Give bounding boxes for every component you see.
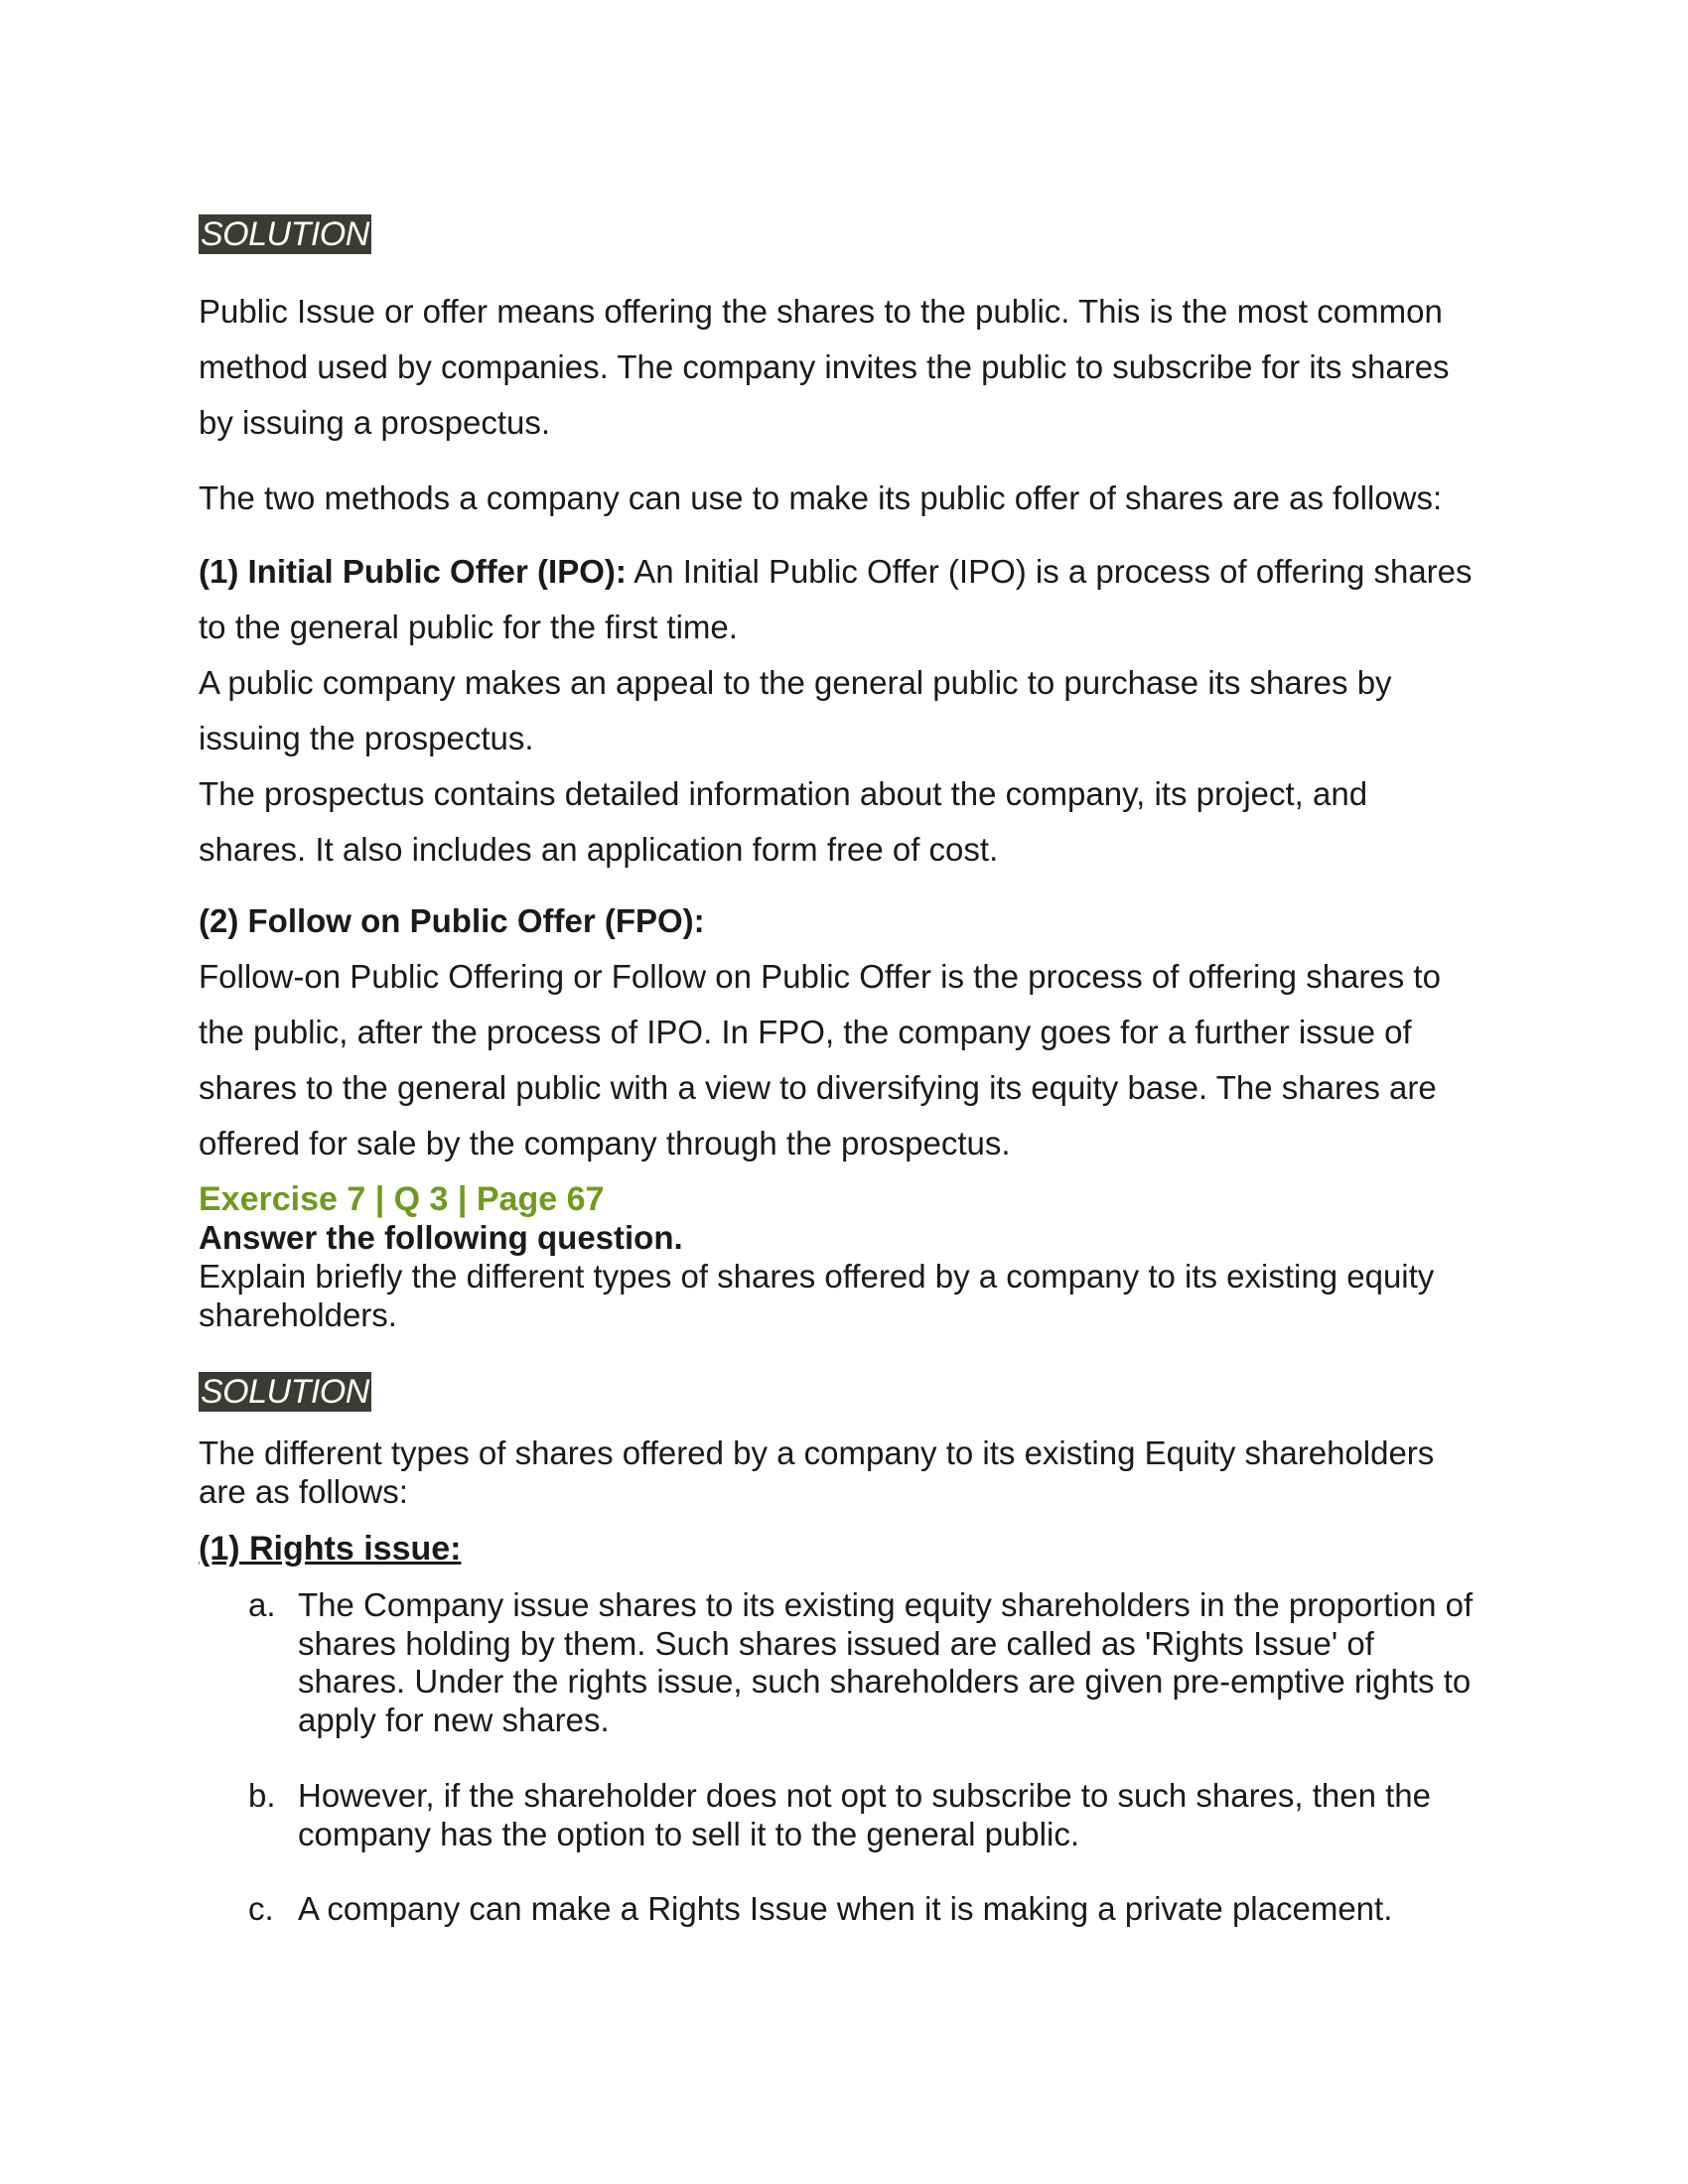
exercise-reference: Exercise 7 | Q 3 | Page 67	[199, 1180, 605, 1218]
methods-intro: The two methods a company can use to make its public offer of shares are as follows:	[199, 479, 1443, 516]
rights-issue-list-b	[199, 1777, 1499, 1853]
rights-issue-list	[199, 1586, 1499, 1739]
ipo-paragraph: (1) Initial Public Offer (IPO): An Initial Public Offer (IPO) is a process of offering shares to the general public for the first time. A public company makes an appeal to the general public to purchase its shares by issuing the prospectus. The prospectus contains detailed information about the company, its project, and shares. It also includes an application form free of cost.	[199, 553, 1473, 868]
question-text: Explain briefly the different types of shares offered by a company to its existing equity shareholders.	[199, 1258, 1435, 1333]
question-prompt: Answer the following question.	[199, 1219, 683, 1256]
fpo-heading: (2) Follow on Public Offer (FPO):	[199, 902, 705, 939]
list-item: c. A company can make a Rights Issue when it is making a private placement.	[248, 1890, 1393, 1927]
ipo-heading: (1) Initial Public Offer (IPO):	[199, 553, 627, 590]
solution-label-1: SOLUTION	[201, 215, 369, 253]
solution-label-2: SOLUTION	[201, 1373, 369, 1411]
exercise-block	[199, 1179, 1434, 1334]
rights-issue-heading: (1) Rights issue:	[199, 1530, 462, 1568]
rights-issue-list-c	[199, 1890, 1499, 1929]
list-item: a. The Company issue shares to its existing equity shareholders in the proportion of shares holding by them. Such shares issued are called as 'Rights Issue' of shares. Under the rights issue, such shareholders are given pre-emptive rights to apply for new shares.	[248, 1586, 1474, 1738]
fpo-paragraph: (2) Follow on Public Offer (FPO): Follow-on Public Offering or Follow on Public Offer is the process of offering shares to the public, after the process of IPO. In FPO, the company goes for a further issue of shares to the general public with a view to diversifying its equity base. The shares are offered for sale by the company through the prospectus.	[199, 902, 1441, 1161]
types-intro: The different types of shares offered by a company to its existing Equity shareholders are as follows:	[199, 1434, 1435, 1510]
intro-paragraph: Public Issue or offer means offering the shares to the public. This is the most common method used by companies. The company invites the public to subscribe for its shares by issuing a prospectus.	[199, 293, 1450, 441]
list-item: b. However, if the shareholder does not opt to subscribe to such shares, then the company has the option to sell it to the general public.	[248, 1777, 1432, 1852]
